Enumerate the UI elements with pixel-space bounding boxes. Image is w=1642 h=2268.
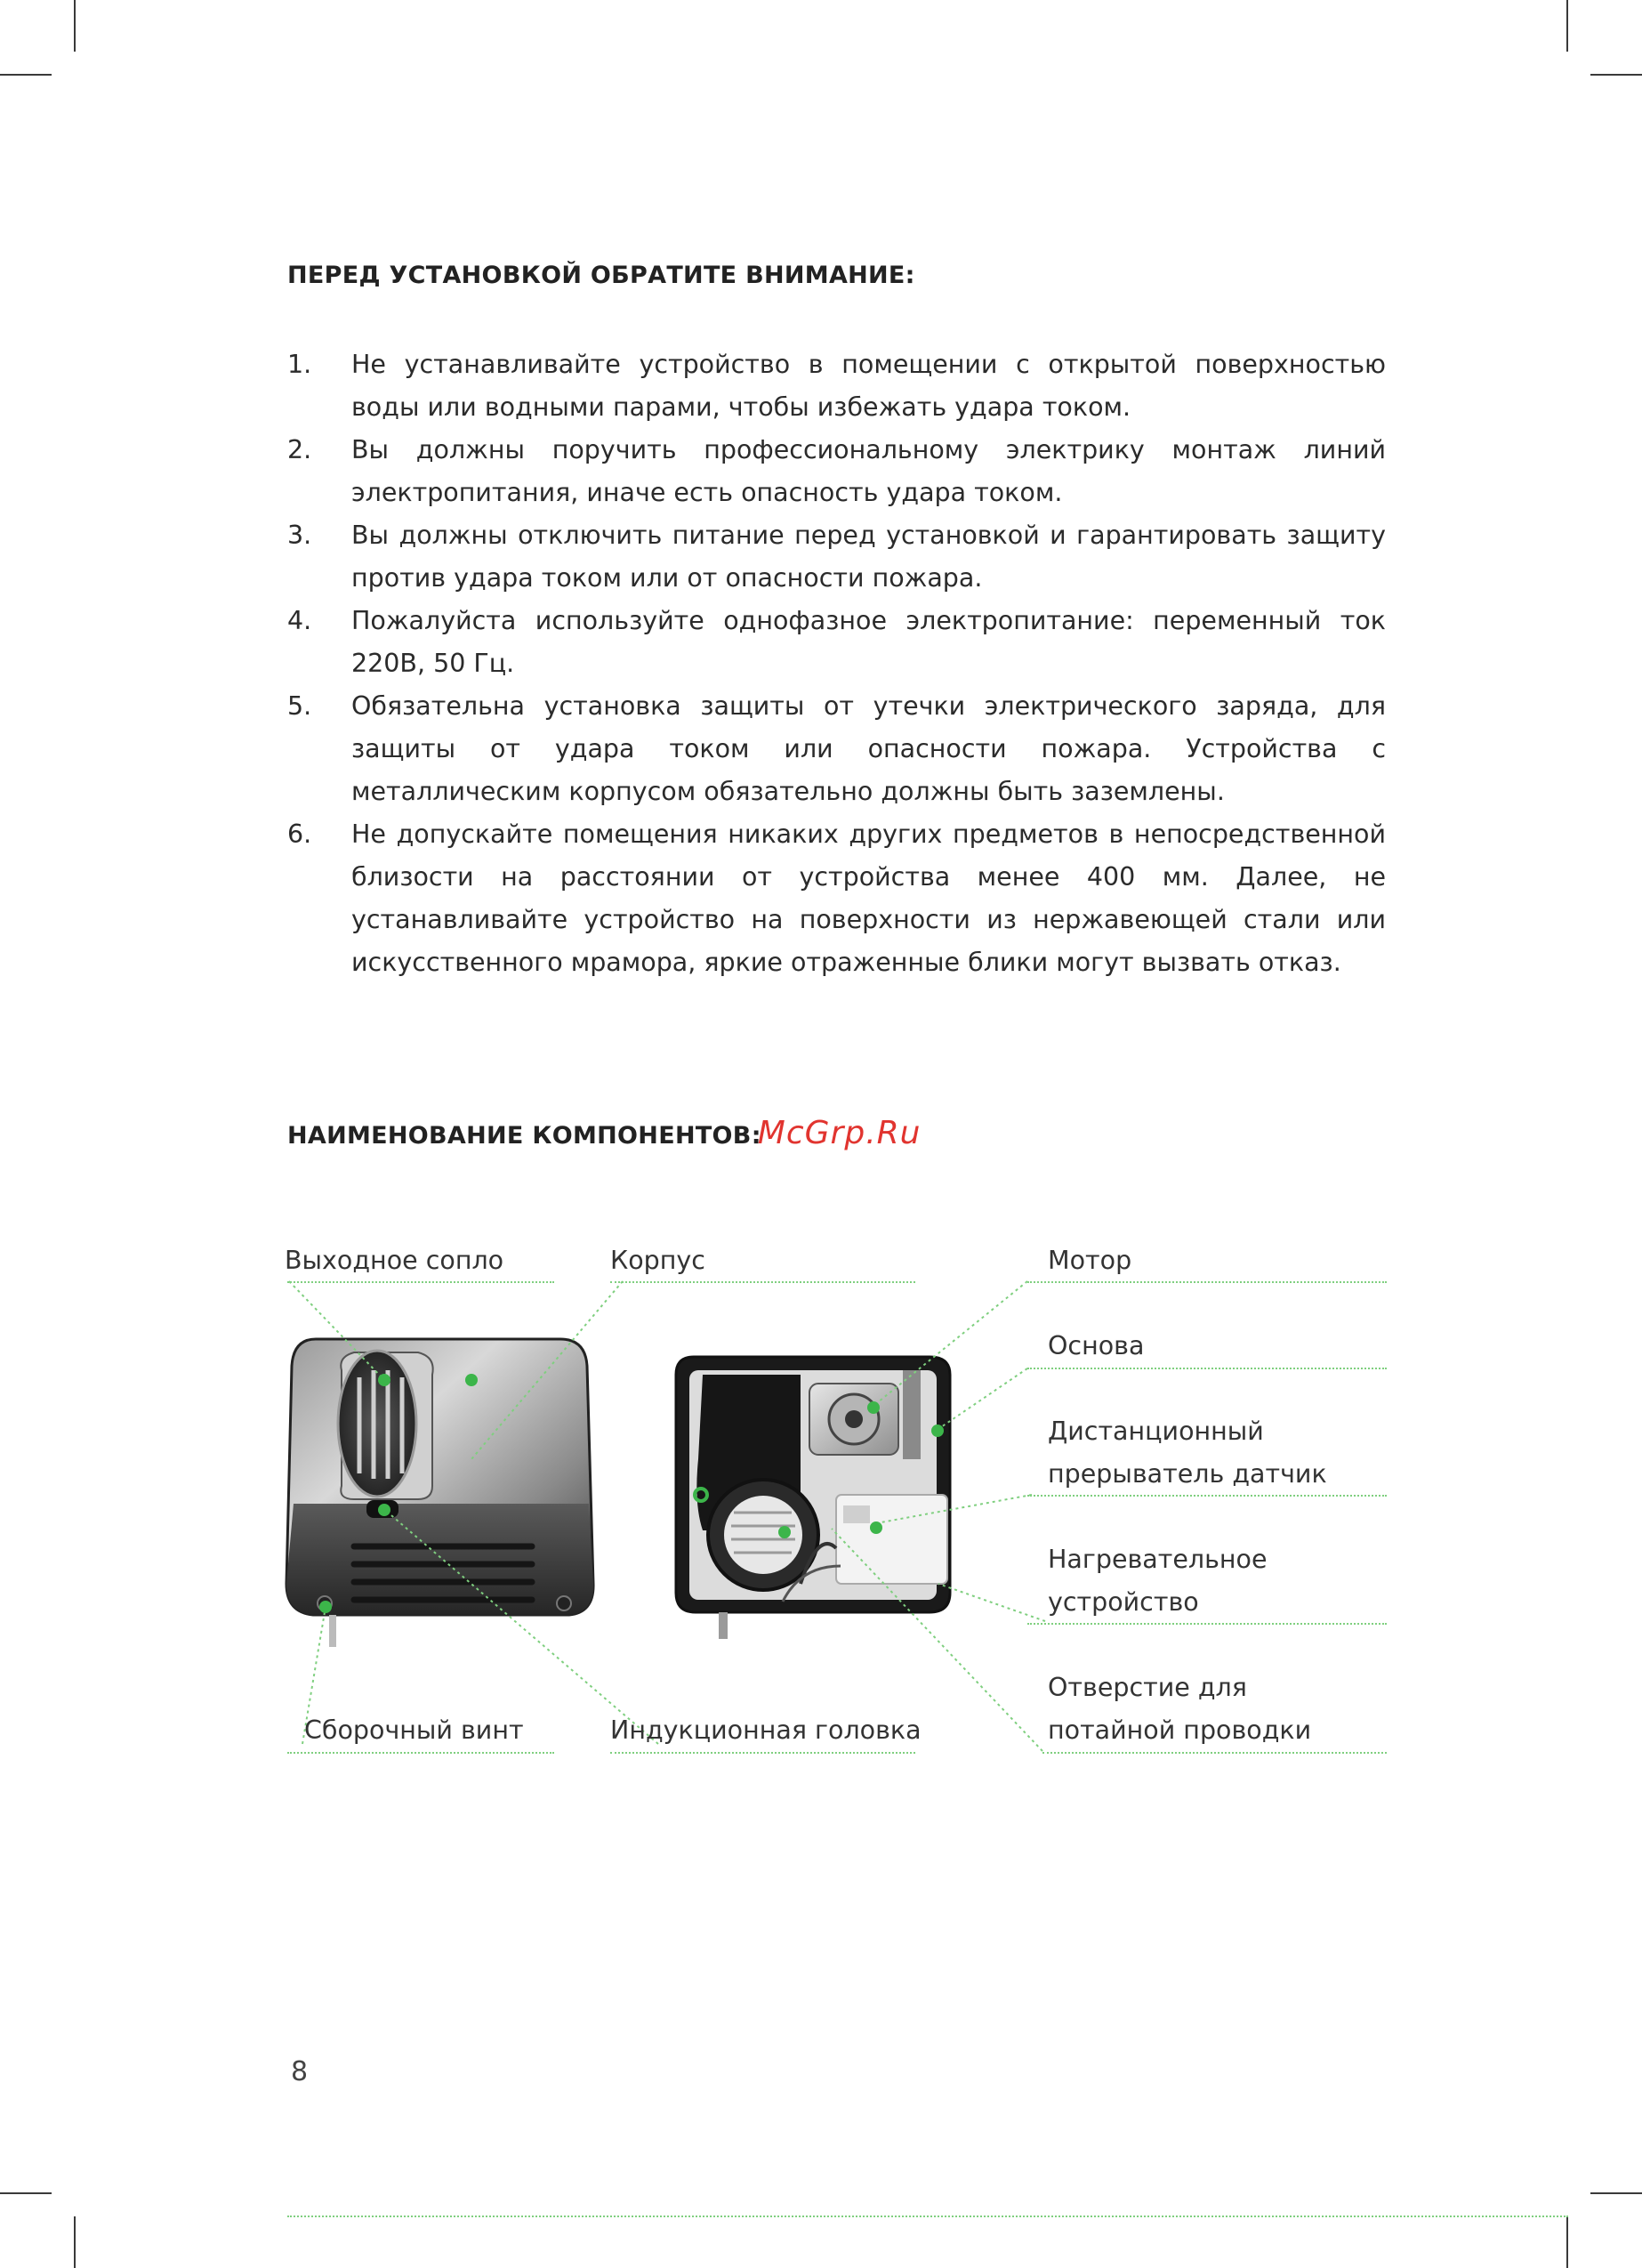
leader-rule <box>610 1281 915 1283</box>
leader-rule <box>1027 1368 1387 1369</box>
section-heading-components: НАИМЕНОВАНИЕ КОМПОНЕНТОВ:McGrp.Ru <box>287 1115 922 1151</box>
label-housing: Корпус <box>610 1246 705 1275</box>
list-item: 5. Обязательна установка защиты от утечки электрического заряда, для защиты от удара током или опасности пожара. Устройства с металлическим корпусом обязательно должны быть заземлены. <box>287 691 1386 806</box>
label-sensor-head: Индукционная головка <box>610 1715 922 1745</box>
leader-rule <box>610 1752 915 1754</box>
label-heater: Нагревательное <box>1048 1545 1268 1574</box>
label-nozzle: Выходное сопло <box>285 1246 504 1275</box>
leader-rule <box>1027 1281 1387 1283</box>
leader-rule <box>287 1281 554 1283</box>
list-item: 3. Вы должны отключить питание перед установкой и гарантировать защиту против удара током или от опасности пожара. <box>287 521 1386 593</box>
leader-rule <box>1042 1752 1387 1754</box>
label-wiring-hole: Отверстие для <box>1048 1673 1247 1702</box>
leader-rule <box>287 1752 554 1754</box>
label-motor: Мотор <box>1048 1246 1132 1275</box>
label-remote-switch: Дистанционный <box>1048 1416 1264 1446</box>
label-base: Основа <box>1048 1331 1145 1360</box>
label-heater: устройство <box>1048 1587 1199 1617</box>
page-number: 8 <box>291 2056 309 2087</box>
section-heading-warning: ПЕРЕД УСТАНОВКОЙ ОБРАТИТЕ ВНИМАНИЕ: <box>287 262 915 289</box>
list-item: 6. Не допускайте помещения никаких других предметов в непосредственной близости на расстоянии от устройства менее 400 мм. Далее, не устанавливайте устройство на поверхности из нержавеющей стали или искусственного мрамора, яркие отраженные блики могут вызвать отказ. <box>287 819 1386 977</box>
leader-rule <box>1027 1623 1387 1625</box>
list-item: 1. Не устанавливайте устройство в помещении с открытой поверхностью воды или водными парами, чтобы избежать удара током. <box>287 350 1386 422</box>
label-wiring-hole: потайной проводки <box>1048 1715 1312 1745</box>
footer-rule <box>287 2216 1568 2217</box>
label-remote-switch: прерыватель датчик <box>1048 1459 1327 1489</box>
watermark-text: McGrp.Ru <box>757 1115 922 1151</box>
dryer-exterior-photo <box>286 1339 593 1647</box>
dryer-interior-photo <box>676 1357 950 1639</box>
list-item: 2. Вы должны поручить профессиональному электрику монтаж линий электропитания, иначе есть опасность удара током. <box>287 435 1386 507</box>
list-item: 4. Пожалуйста используйте однофазное электропитание: переменный ток 220В, 50 Гц. <box>287 606 1386 678</box>
leader-rule <box>1027 1495 1387 1497</box>
label-assembly-screw: Сборочный винт <box>304 1715 524 1745</box>
